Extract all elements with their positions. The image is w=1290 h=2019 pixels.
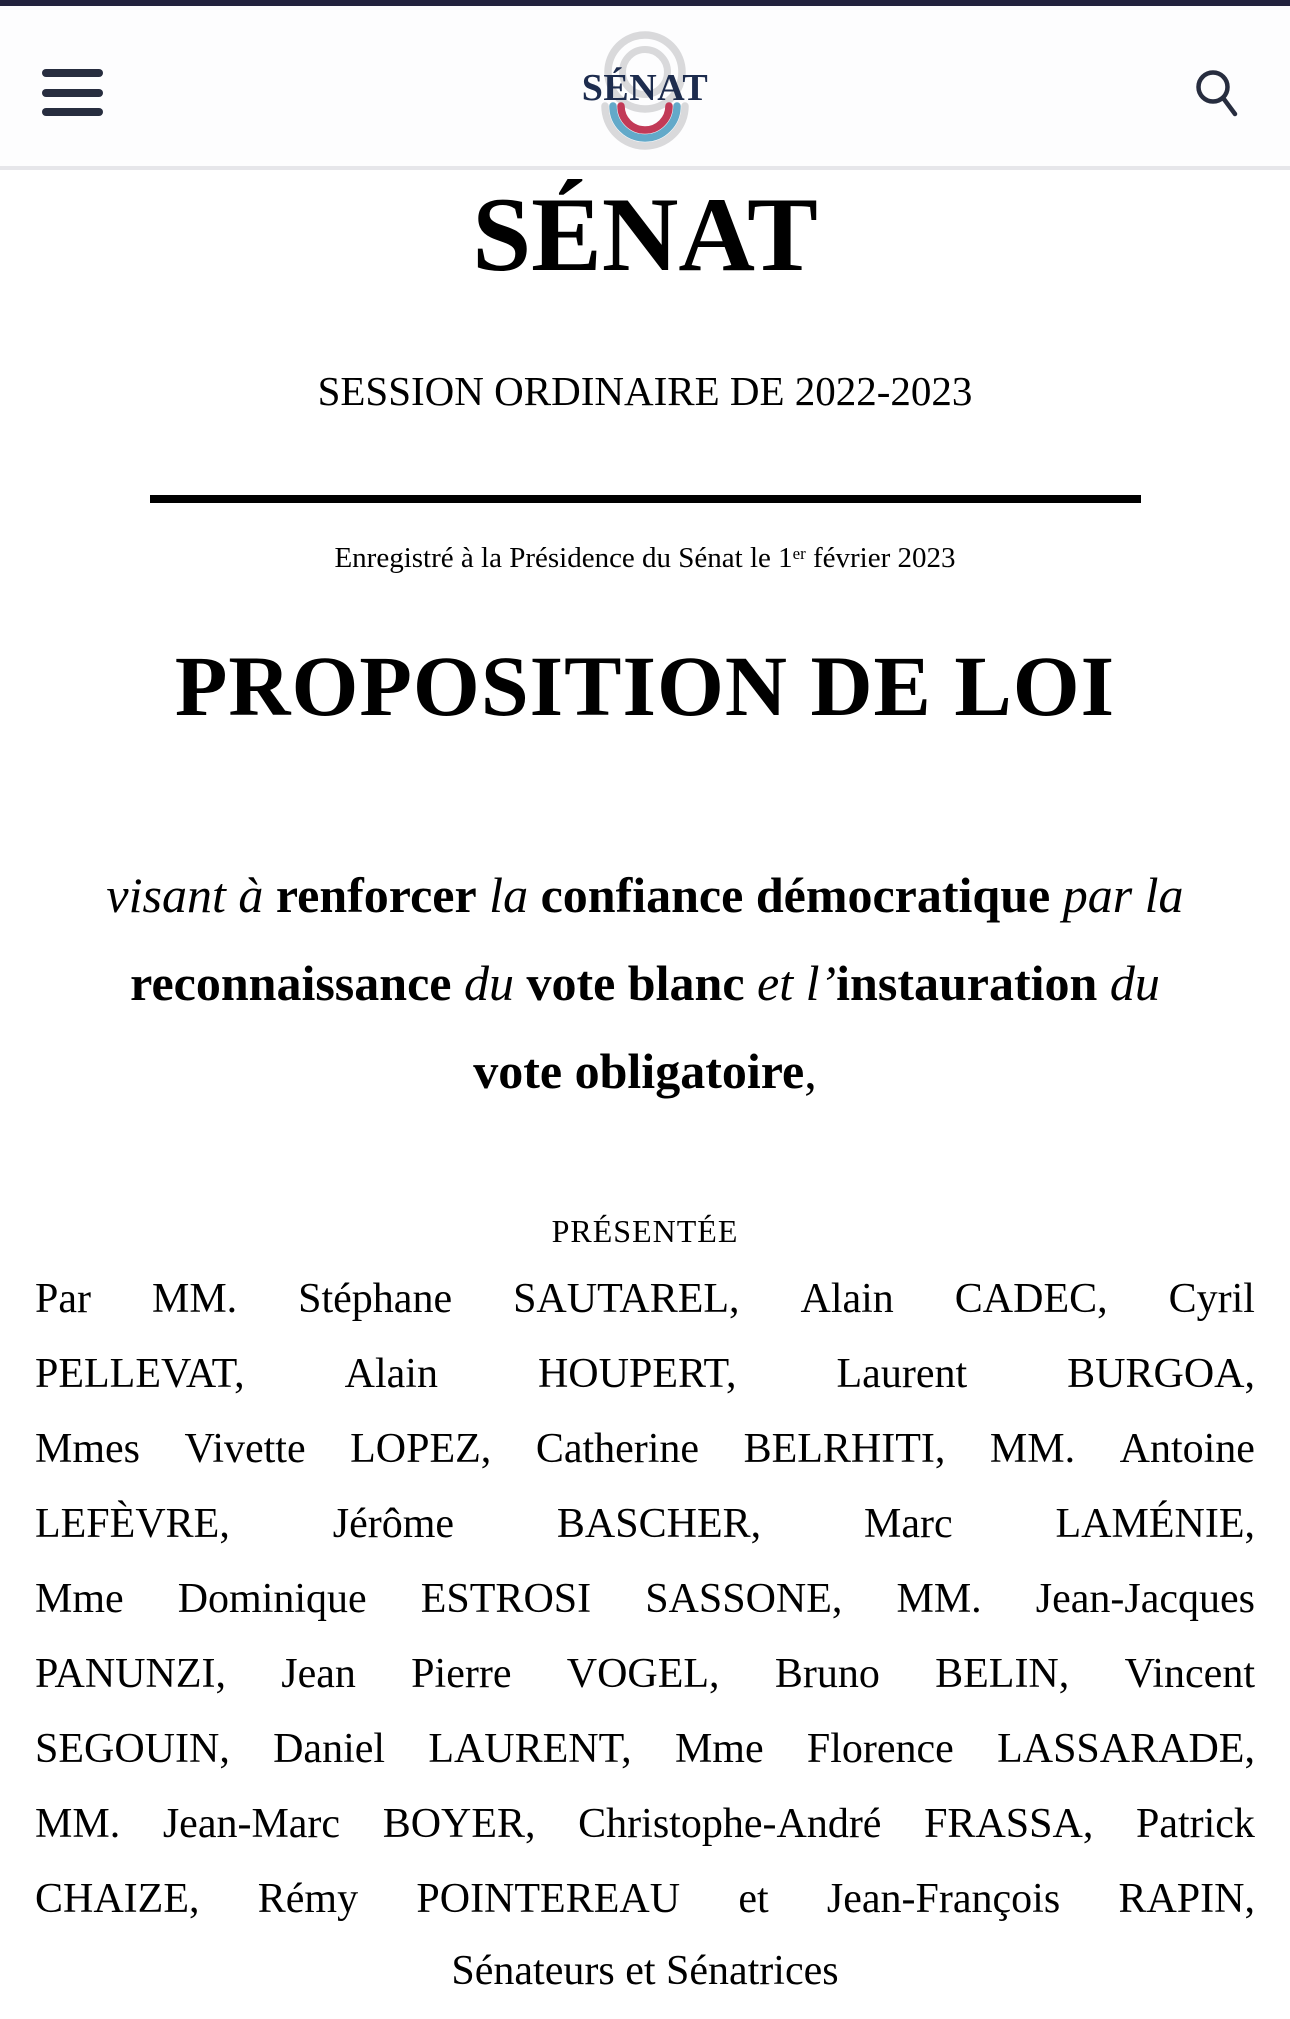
hamburger-icon [42, 108, 103, 116]
presenters-line-7 [35, 1711, 1255, 1786]
presenter-word: Mme [35, 1575, 124, 1622]
presenter-word: Alain [344, 1350, 438, 1397]
presenter-word: CHAIZE, [35, 1875, 200, 1922]
presenter-word: SASSONE, [645, 1575, 843, 1622]
presenters-closing: Sénateurs et Sénatrices [451, 1948, 839, 1994]
presenter-word: Pierre [411, 1650, 512, 1697]
presenter-word: Bruno [774, 1650, 880, 1697]
presenter-word: Rémy [257, 1875, 359, 1922]
subtitle-segment: par la [1050, 867, 1184, 923]
presenter-word: Laurent [836, 1350, 968, 1397]
presenters-line-1 [35, 1261, 1255, 1336]
presenter-word: BURGOA, [1067, 1350, 1255, 1397]
senat-logo[interactable] [579, 20, 711, 156]
presenter-word: LEFÈVRE, [35, 1500, 230, 1547]
presenter-word: CADEC, [954, 1275, 1108, 1322]
presenter-word: et [738, 1875, 769, 1922]
presenter-word: Vincent [1124, 1650, 1255, 1697]
presenters-line-8 [35, 1786, 1255, 1861]
presenter-word: PANUNZI, [35, 1650, 226, 1697]
hamburger-icon [42, 89, 103, 97]
presenter-word: LOPEZ, [350, 1425, 492, 1472]
presenter-word: Christophe-André [578, 1800, 882, 1847]
senat-logo-icon [579, 20, 711, 156]
presenter-word: Alain [800, 1275, 894, 1322]
law-proposal-heading: PROPOSITION DE LOI [174, 638, 1116, 734]
presenters-line-3 [35, 1411, 1255, 1486]
presenter-word: MM. [151, 1275, 238, 1322]
presented-label: PRÉSENTÉE [551, 1213, 739, 1249]
search-button[interactable] [1194, 66, 1240, 120]
law-proposal-subtitle [0, 851, 1290, 1115]
presenter-word: Jean [281, 1650, 356, 1697]
subtitle-segment: , [804, 1043, 817, 1099]
subtitle-segment: vote obligatoire [473, 1043, 805, 1099]
presenter-word: Jean-François [826, 1875, 1061, 1922]
presenters-line-4 [35, 1486, 1255, 1561]
presenter-word: Jérôme [332, 1500, 455, 1547]
subtitle-segment: la [476, 867, 541, 923]
presenters-line-5 [35, 1561, 1255, 1636]
presenter-word: LAMÉNIE, [1055, 1500, 1255, 1547]
presenter-word: MM. [35, 1800, 121, 1847]
presenter-word: Vivette [184, 1425, 306, 1472]
presenter-word: Catherine [535, 1425, 700, 1472]
menu-button[interactable] [42, 69, 103, 116]
presenter-word: Florence [806, 1725, 954, 1772]
presenter-word: Jean-Jacques [1035, 1575, 1255, 1622]
presenter-word: Marc [864, 1500, 953, 1547]
subtitle-line-3 [24, 1027, 1266, 1115]
presenter-word: Dominique [177, 1575, 367, 1622]
subtitle-segment: du [451, 955, 527, 1011]
presenter-word: RAPIN, [1118, 1875, 1255, 1922]
subtitle-segment: instauration [836, 955, 1098, 1011]
presenter-word: PELLEVAT, [35, 1350, 245, 1397]
presenter-word: FRASSA, [924, 1800, 1094, 1847]
presenter-word: LAURENT, [428, 1725, 632, 1772]
presenter-word: BOYER, [382, 1800, 536, 1847]
presenter-word: Cyril [1168, 1275, 1255, 1322]
presenter-word: Mmes [35, 1425, 140, 1472]
presenter-word: Daniel [273, 1725, 386, 1772]
subtitle-segment: reconnaissance [130, 955, 452, 1011]
session-line: SESSION ORDINAIRE DE 2022-2023 [317, 368, 973, 414]
hamburger-icon [42, 69, 103, 77]
presenter-word: BELIN, [935, 1650, 1070, 1697]
presenter-word: POINTEREAU [416, 1875, 681, 1922]
presenter-word: HOUPERT, [537, 1350, 737, 1397]
presenter-word: ESTROSI [420, 1575, 592, 1622]
presenter-word: MM. [896, 1575, 982, 1622]
presenters-line-9 [35, 1861, 1255, 1936]
subtitle-segment: visant à [106, 867, 276, 923]
presenters-line-2 [35, 1336, 1255, 1411]
registration-prefix: Enregistré à la Présidence du Sénat le 1 [334, 542, 793, 574]
presenter-word: Stéphane [298, 1275, 453, 1322]
site-header [0, 6, 1290, 170]
presenter-word: LASSARADE, [997, 1725, 1255, 1772]
document-title: SÉNAT [472, 176, 818, 293]
presenter-word: BASCHER, [556, 1500, 762, 1547]
subtitle-line-2 [24, 939, 1266, 1027]
presenter-word: Par [35, 1275, 91, 1322]
registration-suffix: février 2023 [805, 542, 956, 574]
subtitle-segment: confiance démocratique [540, 867, 1051, 923]
presenter-word: Antoine [1119, 1425, 1255, 1472]
subtitle-segment: du [1097, 955, 1160, 1011]
subtitle-segment: renforcer [275, 867, 477, 923]
double-rule [150, 495, 1141, 503]
subtitle-line-1 [24, 851, 1266, 939]
presenter-word: SEGOUIN, [35, 1725, 230, 1772]
presenters-block [35, 1261, 1255, 2006]
search-icon [1194, 66, 1240, 120]
presenter-word: Mme [674, 1725, 764, 1772]
senat-logo-wordmark: SÉNAT [581, 67, 709, 109]
presenter-word: BELRHITI, [743, 1425, 946, 1472]
document-page [0, 176, 1290, 2006]
presenter-word: Jean-Marc [162, 1800, 341, 1847]
registration-superscript: er [792, 543, 806, 563]
registration-line [0, 539, 1290, 581]
subtitle-segment: vote blanc [526, 955, 745, 1011]
presenter-word: MM. [989, 1425, 1076, 1472]
presenters-line-6 [35, 1636, 1255, 1711]
presenter-word: VOGEL, [566, 1650, 720, 1697]
presenter-word: SAUTAREL, [513, 1275, 740, 1322]
subtitle-segment: et l’ [744, 955, 837, 1011]
presenter-word: Patrick [1135, 1800, 1255, 1847]
